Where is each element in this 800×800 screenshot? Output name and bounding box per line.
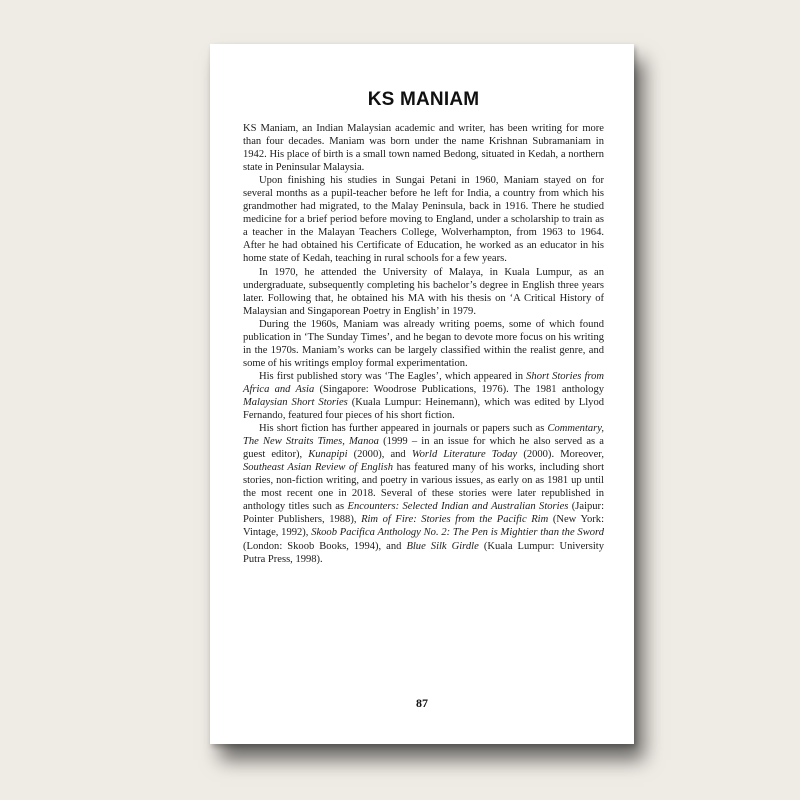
text-run: During the 1960s, Maniam was already writing poems, some of which found publication in ‘The Sunday Times’, and he began to devote more focus on his writing in the 1970s. Maniam’s works can be largely classified within the realist genre, and some of his writings employ formal experimentation. [243,318,604,369]
italic-title: World Literature Today [411,449,518,461]
text-run: has featured many of his works, including short stories, non-fiction writing, and poetry in various issues, as early on as 1981 up until the most recent one in 2018. Several of these stories were later republished in anthology titles such as [243,462,605,513]
italic-title: Skoob Pacifica Anthology No. 2: The Pen is Mightier than the Sword [311,527,604,539]
italic-title: Kunapipi [308,449,348,461]
italic-title: Commentary, The New Straits Times, Manoa [243,423,604,448]
italic-title: Rim of Fire: Stories from the Pacific Rim [361,514,549,526]
italic-title: Southeast Asian Review of English [243,462,393,474]
text-run: (2000), and [347,449,412,461]
body-paragraph [243,122,604,174]
book-page [210,44,634,744]
text-run: In 1970, he attended the University of Malaya, in Kuala Lumpur, as an undergraduate, subsequently completing his bachelor’s degree in English three years later. Following that, he obtained his MA with his thesis on ‘A Critical History of Malaysian and Singaporean Poetry in English’ in 1979. [243,266,604,317]
text-run: (Kuala Lumpur: Heinemann), which was edited by Llyod Fernando, featured four pieces of his short fiction. [243,396,604,422]
text-run: (New York: Vintage, 1992), [243,514,604,539]
italic-title: Short Stories from Africa and Asia [243,370,604,395]
text-run: (2000). Moreover, [517,449,604,461]
italic-title: Malaysian Short Stories [243,396,348,408]
text-run: (1999 – in an issue for which he also served as a guest editor), [243,436,604,461]
page-number: 87 [416,696,428,710]
text-run: His short fiction has further appeared in journals or papers such as [259,423,548,435]
text-run: KS Maniam, an Indian Malaysian academic and writer, has been writing for more than four decades. Maniam was born under the name Krishnan Subramaniam in 1942. His place of birth is a small town named Bedong, situated in Kedah, a northern state in Peninsular Malaysia. [243,123,604,174]
text-run: Upon finishing his studies in Sungai Petani in 1960, Maniam stayed on for several months as a pupil-teacher before he left for India, a country from which his grandmother had migrated, to the Malay Peninsula, back in 1916. There he studied medicine for a brief period before moving to England, under a scholarship to train as a teacher in the Malayan Teachers College, Wolverhampton, from 1963 to 1964. After he had obtained his Certificate of Education, he worked as an educator in his home state of Kedah, teaching in rural schools for a few years. [243,175,604,265]
body-paragraph [243,174,604,265]
page-title: KS MANIAM [367,89,480,110]
body-paragraph [243,318,604,370]
body-text [243,122,604,566]
text-run: (Singapore: Woodrose Publications, 1976). The 1981 anthology [314,383,604,395]
body-paragraph [243,422,604,566]
italic-title: Encounters: Selected Indian and Australian Stories [347,501,569,513]
text-run: His first published story was ‘The Eagles’, which appeared in [259,370,527,382]
text-run: (Kuala Lumpur: University Putra Press, 1998). [243,540,605,565]
body-paragraph [243,370,604,422]
text-run: (Jaipur: Pointer Publishers, 1988), [243,501,605,526]
body-paragraph [243,266,604,318]
text-run: (London: Skoob Books, 1994), and [243,540,407,552]
italic-title: Blue Silk Girdle [406,540,479,552]
